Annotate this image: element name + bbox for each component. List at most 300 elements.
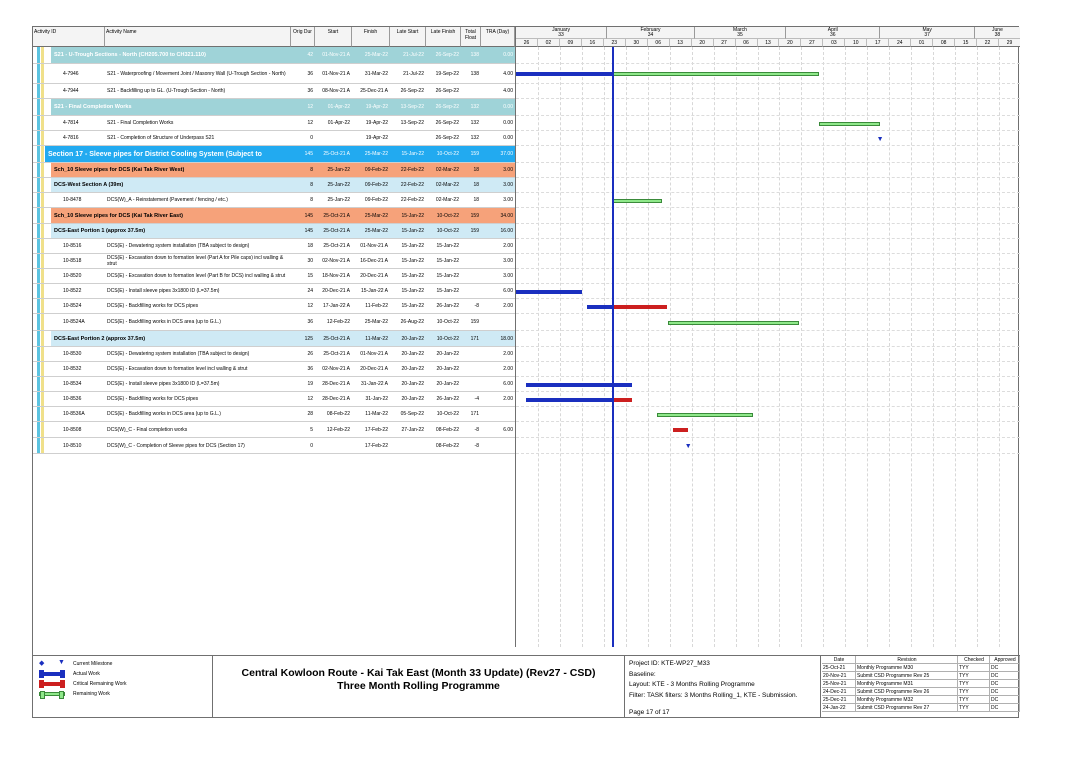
actual-work-bar[interactable] <box>516 290 582 294</box>
outline-band <box>37 331 40 346</box>
cell-id: 4-7946 <box>63 70 79 77</box>
week-tick: 22 <box>977 39 999 47</box>
column-header: Late Finish <box>426 27 461 47</box>
group-tf: 171 <box>470 335 479 342</box>
month-week: 33 <box>558 32 564 38</box>
activity-row[interactable] <box>33 116 515 131</box>
critical-work-bar[interactable] <box>612 305 668 309</box>
activity-row[interactable] <box>33 64 515 84</box>
cell-tf: 132 <box>470 120 479 126</box>
cell-lf: 08-Feb-22 <box>435 442 459 449</box>
revision-cell: TYY <box>958 688 990 696</box>
milestone-marker[interactable]: ▼ <box>876 135 884 143</box>
group-tf: 18 <box>473 167 479 173</box>
cell-lf: 26-Jan-22 <box>436 303 459 309</box>
outline-band <box>41 84 44 98</box>
cell-ls: 20-Jan-22 <box>401 366 424 372</box>
wbs-group-row[interactable] <box>33 208 515 224</box>
layout-name: Layout: KTE - 3 Months Rolling Programme <box>629 681 755 688</box>
cell-id: 10-8516 <box>63 243 82 249</box>
cell-start: 12-Feb-22 <box>326 426 350 433</box>
cell-tra: 3.00 <box>503 197 513 203</box>
revision-cell: TYY <box>958 680 990 688</box>
activity-row[interactable] <box>33 84 515 99</box>
swatch-cap <box>59 691 64 699</box>
column-header: TRA (Day) <box>481 27 515 47</box>
cell-tra: 2.00 <box>503 396 513 402</box>
cell-dur: 0 <box>310 135 313 141</box>
activity-row[interactable] <box>33 284 515 299</box>
gantt-row-line <box>516 224 1020 239</box>
activity-row[interactable] <box>33 314 515 331</box>
wbs-group-row[interactable] <box>33 99 515 116</box>
cell-tra <box>481 438 515 453</box>
month-week: 35 <box>737 32 743 38</box>
month-week: 34 <box>647 32 654 38</box>
page-number: Page 17 of 17 <box>629 709 670 716</box>
cell-dur: 24 <box>307 288 313 294</box>
cell-start: 02-Nov-21 A <box>322 366 350 372</box>
cell-ls: 26-Sep-22 <box>400 88 424 94</box>
group-tra: 3.00 <box>503 182 513 188</box>
outline-band <box>37 208 40 223</box>
gantt-row-line <box>516 163 1020 178</box>
outline-band <box>37 347 40 361</box>
actual-work-bar[interactable] <box>587 305 612 309</box>
wbs-group-row[interactable] <box>33 224 515 239</box>
activity-row[interactable] <box>33 392 515 407</box>
actual-work-bar[interactable] <box>526 398 612 402</box>
activity-row[interactable] <box>33 407 515 422</box>
wbs-group-row[interactable] <box>33 163 515 178</box>
gantt-row-line <box>516 47 1020 64</box>
group-ls: 15-Jan-22 <box>401 151 424 157</box>
cell-start: 12-Feb-22 <box>326 319 350 325</box>
project-info <box>625 656 821 718</box>
outline-band <box>41 347 44 361</box>
gantt-row-line <box>516 407 1020 422</box>
cell-start <box>315 438 352 453</box>
actual-work-bar[interactable] <box>526 383 632 387</box>
month-week: 38 <box>994 32 1001 38</box>
month-header <box>975 27 1020 39</box>
revision-row <box>822 680 1020 688</box>
cell-start: 20-Dec-21 A <box>322 288 350 294</box>
cell-finish: 17-Feb-22 <box>364 426 388 433</box>
swatch-cap <box>39 680 44 688</box>
activity-row[interactable] <box>33 422 515 438</box>
cell-start <box>315 131 352 145</box>
cell-tra: 3.00 <box>503 258 513 264</box>
cell-id: 10-8510 <box>63 442 82 449</box>
revision-cell: 25-Oct-21 <box>822 664 856 672</box>
group-start: 25-Oct-21 A <box>323 335 350 342</box>
cell-tra: 6.00 <box>503 381 513 387</box>
outline-band <box>37 314 40 330</box>
cell-ls: 27-Jan-22 <box>401 426 424 433</box>
cell-name: DCS(E) - Excavation down to formation level (Part B for DCS) incl walling & strut <box>107 273 286 279</box>
cell-dur: 26 <box>307 351 313 357</box>
column-header: Activity ID <box>33 27 105 47</box>
legend-label: Remaining Work <box>73 690 110 697</box>
week-tick: 27 <box>714 39 736 47</box>
cell-name: DCS(E) - Backfilling works for DCS pipes <box>107 396 199 402</box>
week-tick: 15 <box>955 39 977 47</box>
week-tick: 30 <box>626 39 648 47</box>
month-header <box>607 27 695 39</box>
baseline: Baseline: <box>629 670 656 678</box>
remaining-work-bar[interactable] <box>668 321 799 325</box>
critical-work-bar[interactable] <box>612 398 632 402</box>
group-start: 25-Oct-21 A <box>323 212 350 219</box>
group-lf: 10-Oct-22 <box>436 335 459 342</box>
cell-name: DCS(E) - Backfilling works in DCS area (up to G.L.) <box>107 319 221 325</box>
activity-row[interactable] <box>33 362 515 377</box>
outline-band <box>41 116 44 130</box>
cell-tf: 18 <box>473 197 479 203</box>
outline-band <box>37 193 40 207</box>
revision-header-cell: Revision <box>856 656 958 664</box>
swatch-cap <box>40 691 45 699</box>
outline-band <box>37 284 40 298</box>
cell-dur: 19 <box>307 381 313 387</box>
cell-dur: 12 <box>307 120 313 126</box>
diamond-icon: ◆ <box>39 660 45 667</box>
month-week: 37 <box>924 32 930 38</box>
gantt-row-line <box>516 284 1020 299</box>
revision-header-cell: Approved <box>990 656 1020 664</box>
outline-band <box>41 314 44 330</box>
group-finish: 11-Mar-22 <box>365 335 388 342</box>
cell-name: S21 - Waterproofing / Movement Joint / Masonry Wall (U-Trough Section - North) <box>107 70 286 77</box>
group-dur: 145 <box>304 228 313 234</box>
activity-row[interactable] <box>33 377 515 392</box>
data-date-line <box>612 47 614 647</box>
revision-cell: DC <box>990 680 1020 688</box>
group-dur: 145 <box>304 212 313 219</box>
remaining-work-bar[interactable] <box>819 122 880 126</box>
week-tick: 13 <box>670 39 692 47</box>
cell-dur: 8 <box>310 197 313 203</box>
remaining-work-bar[interactable] <box>612 72 819 76</box>
month-header <box>516 27 607 39</box>
cell-finish: 20-Dec-21 A <box>360 273 388 279</box>
week-tick: 16 <box>582 39 604 47</box>
legend-item <box>39 669 100 678</box>
revision-cell: DC <box>990 704 1020 712</box>
outline-band <box>37 224 40 238</box>
outline-band <box>37 377 40 391</box>
outline-band <box>41 193 44 207</box>
cell-name: DCS(W)_C - Completion of Sleeve pipes for DCS (Section 17) <box>107 442 245 449</box>
cell-start: 18-Nov-21 A <box>322 273 350 279</box>
group-ls: 22-Feb-22 <box>400 182 424 188</box>
outline-band <box>37 84 40 98</box>
cell-id: 10-8520 <box>63 273 82 279</box>
cell-ls <box>390 131 426 145</box>
outline-band <box>41 163 44 177</box>
group-ls: 21-Jul-22 <box>403 52 424 58</box>
gantt-row-line <box>516 438 1020 454</box>
triangle-down-icon: ▼ <box>58 659 65 666</box>
activity-row[interactable] <box>33 347 515 362</box>
cell-ls: 15-Jan-22 <box>401 243 424 249</box>
group-tf: 132 <box>470 104 479 110</box>
group-lf: 02-Mar-22 <box>435 182 459 188</box>
cell-start: 01-Nov-21 A <box>322 70 350 77</box>
legend-swatch <box>39 672 65 676</box>
group-finish: 25-Mar-22 <box>364 212 388 219</box>
project-id: Project ID: KTE-WP27_M33 <box>629 660 710 667</box>
group-finish: 09-Feb-22 <box>364 167 388 173</box>
outline-band <box>37 407 40 421</box>
cell-ls: 26-Aug-22 <box>400 319 424 325</box>
cell-start: 28-Dec-21 A <box>322 396 350 402</box>
cell-dur: 30 <box>307 258 313 264</box>
month-header <box>786 27 880 39</box>
cell-lf: 26-Sep-22 <box>435 88 459 94</box>
group-name: S21 - Final Completion Works <box>54 104 132 110</box>
outline-band <box>41 178 44 192</box>
cell-dur: 5 <box>310 426 313 433</box>
cell-id: 10-8522 <box>63 288 82 294</box>
group-tra: 18.00 <box>500 335 513 342</box>
swatch-cap <box>60 680 65 688</box>
group-dur: 8 <box>310 182 313 188</box>
group-lf: 10-Oct-22 <box>436 212 459 219</box>
cell-id: 10-8478 <box>63 197 82 203</box>
revision-row <box>822 664 1020 672</box>
cell-finish: 19-Apr-22 <box>365 135 388 141</box>
legend <box>33 656 213 718</box>
cell-dur: 18 <box>307 243 313 249</box>
gantt-row-line <box>516 239 1020 254</box>
group-dur: 125 <box>304 335 313 342</box>
activity-row[interactable] <box>33 193 515 208</box>
group-tra: 16.00 <box>500 228 513 234</box>
cell-tra: 2.00 <box>503 243 513 249</box>
remaining-work-bar[interactable] <box>657 413 753 417</box>
week-tick: 10 <box>845 39 867 47</box>
cell-finish: 11-Mar-22 <box>365 411 388 417</box>
group-start: 01-Apr-22 <box>327 104 350 110</box>
week-tick: 20 <box>779 39 801 47</box>
outline-band <box>37 47 40 63</box>
gantt-row-line <box>516 131 1020 146</box>
title-block <box>33 655 1020 717</box>
filter-text: Filter: TASK filters: 3 Months Rolling_1, KTE - Submission. <box>629 691 798 699</box>
wbs-group-row[interactable] <box>33 178 515 193</box>
outline-band <box>41 47 44 63</box>
cell-tf <box>461 377 481 391</box>
week-tick: 20 <box>692 39 714 47</box>
revision-cell: Submit CSD Programme Rev 25 <box>856 672 958 680</box>
outline-band <box>41 392 44 406</box>
cell-tf: -8 <box>474 442 479 449</box>
outline-band <box>37 239 40 253</box>
week-tick: 06 <box>648 39 670 47</box>
group-dur: 12 <box>307 104 313 110</box>
month-header <box>695 27 786 39</box>
cell-id: 4-7814 <box>63 120 79 126</box>
group-name: S21 - U-Trough Sections - North (CH205.700 to CH321.110) <box>54 52 206 58</box>
cell-lf: 10-Oct-22 <box>436 319 459 325</box>
cell-tf: 171 <box>470 411 479 417</box>
cell-tra: 0.00 <box>503 135 513 141</box>
cell-finish: 17-Feb-22 <box>364 442 388 449</box>
milestone-marker[interactable]: ▼ <box>684 443 692 450</box>
cell-tf: -8 <box>474 426 479 433</box>
cell-ls: 15-Jan-22 <box>401 273 424 279</box>
week-tick: 08 <box>933 39 955 47</box>
gantt-row-line <box>516 116 1020 131</box>
cell-lf: 15-Jan-22 <box>436 243 459 249</box>
outline-band <box>41 331 44 346</box>
cell-lf: 26-Sep-22 <box>435 135 459 141</box>
cell-start: 01-Apr-22 <box>327 120 350 126</box>
outline-band <box>41 422 44 437</box>
cell-start: 08-Feb-22 <box>326 411 350 417</box>
cell-id: 10-8532 <box>63 366 82 372</box>
cell-tra: 3.00 <box>503 273 513 279</box>
cell-tf <box>461 284 481 298</box>
cell-ls: 20-Jan-22 <box>401 381 424 387</box>
group-ls: 22-Feb-22 <box>400 167 424 173</box>
group-start: 25-Oct-21 A <box>323 228 350 234</box>
actual-work-bar[interactable] <box>516 72 612 76</box>
cell-ls <box>390 438 426 453</box>
group-finish: 25-Mar-22 <box>364 52 388 58</box>
wbs-group-row[interactable] <box>33 146 515 163</box>
wbs-group-row[interactable] <box>33 47 515 64</box>
cell-tf: -8 <box>474 303 479 309</box>
cell-id: 10-8530 <box>63 351 82 357</box>
cell-dur: 12 <box>307 396 313 402</box>
report-subtitle: Three Month Rolling Programme <box>337 680 500 692</box>
cell-id: 10-8534 <box>63 381 82 387</box>
group-lf: 02-Mar-22 <box>435 167 459 173</box>
cell-finish: 09-Feb-22 <box>364 197 388 203</box>
swatch-cap <box>39 670 44 678</box>
cell-name: DCS(W)_C - Final completion works <box>107 426 188 433</box>
gantt-chart <box>515 27 1020 647</box>
revision-cell: DC <box>990 664 1020 672</box>
group-dur: 8 <box>310 167 313 173</box>
revision-cell: DC <box>990 696 1020 704</box>
cell-dur: 36 <box>307 319 313 325</box>
critical-work-bar[interactable] <box>673 428 688 432</box>
outline-band <box>37 178 40 192</box>
cell-start: 02-Nov-21 A <box>322 258 350 264</box>
gantt-row-line <box>516 146 1020 163</box>
group-tf: 159 <box>470 228 479 234</box>
cell-lf: 10-Oct-22 <box>436 411 459 417</box>
group-name: Sch_10 Sleeve pipes for DCS (Kai Tak River West) <box>54 167 185 173</box>
cell-tf <box>461 362 481 376</box>
cell-dur: 36 <box>307 70 313 77</box>
cell-dur: 36 <box>307 366 313 372</box>
revision-cell: TYY <box>958 672 990 680</box>
cell-ls: 15-Jan-22 <box>401 258 424 264</box>
cell-tra: 2.00 <box>503 366 513 372</box>
week-tick: 23 <box>604 39 626 47</box>
legend-swatch <box>39 682 65 686</box>
cell-tf: 138 <box>470 70 479 77</box>
activity-row[interactable] <box>33 239 515 254</box>
cell-tf: -4 <box>474 396 479 402</box>
activity-row[interactable] <box>33 131 515 146</box>
remaining-work-bar[interactable] <box>612 199 663 203</box>
outline-band <box>41 362 44 376</box>
cell-name: DCS(E) - Backfilling works in DCS area (up to G.L.) <box>107 411 221 417</box>
revision-cell: 24-Dec-21 <box>822 688 856 696</box>
group-lf: 26-Sep-22 <box>435 104 459 110</box>
revision-row <box>822 704 1020 712</box>
week-tick: 03 <box>823 39 845 47</box>
outline-band <box>41 438 44 453</box>
week-tick: 17 <box>867 39 889 47</box>
cell-name: DCS(E) - Dewatering system installation (TBA subject to design) <box>107 243 250 249</box>
revision-cell: Monthly Programme M30 <box>856 664 958 672</box>
outline-band <box>37 99 40 115</box>
month-name: March <box>733 27 747 33</box>
month-name: April <box>827 27 838 33</box>
outline-band <box>37 362 40 376</box>
cell-ls: 22-Feb-22 <box>400 197 424 203</box>
wbs-group-row[interactable] <box>33 331 515 347</box>
cell-tra: 4.00 <box>503 70 513 77</box>
cell-finish: 16-Dec-21 A <box>360 258 388 264</box>
group-tf: 159 <box>470 151 479 157</box>
activity-row[interactable] <box>33 269 515 284</box>
legend-label: Actual Work <box>73 670 100 677</box>
cell-id: 10-8518 <box>63 258 82 264</box>
revision-table <box>822 656 1020 718</box>
revision-cell: 25-Dec-21 <box>822 696 856 704</box>
legend-item <box>39 659 112 668</box>
cell-ls: 20-Jan-22 <box>401 396 424 402</box>
group-ls: 15-Jan-22 <box>401 212 424 219</box>
gantt-row-line <box>516 254 1020 269</box>
group-start: 01-Nov-21 A <box>322 52 350 58</box>
group-name: DCS-West Section A (39m) <box>54 182 124 188</box>
cell-tra: 6.00 <box>503 288 513 294</box>
cell-name: DCS(E) - Install sleeve pipes 3x1800 ID (L=37.5m) <box>107 381 220 387</box>
cell-finish: 25-Dec-21 A <box>360 88 388 94</box>
cell-lf: 20-Jan-22 <box>436 366 459 372</box>
legend-item <box>39 679 127 688</box>
gantt-row-line <box>516 84 1020 99</box>
cell-tra: 4.00 <box>503 88 513 94</box>
cell-ls: 21-Jul-22 <box>403 70 424 77</box>
week-tick: 06 <box>736 39 758 47</box>
cell-finish: 19-Apr-22 <box>365 120 388 126</box>
revision-cell: TYY <box>958 664 990 672</box>
group-tf: 18 <box>473 182 479 188</box>
activity-row[interactable] <box>33 299 515 314</box>
outline-band <box>41 269 44 283</box>
cell-start: 25-Oct-21 A <box>323 243 350 249</box>
outline-band <box>37 422 40 437</box>
cell-lf: 26-Jan-22 <box>436 396 459 402</box>
cell-name: DCS(E) - Backfilling works for DCS pipes <box>107 303 199 309</box>
activity-row[interactable] <box>33 438 515 454</box>
group-lf: 10-Oct-22 <box>436 228 459 234</box>
activity-row[interactable] <box>33 254 515 269</box>
outline-band <box>41 284 44 298</box>
outline-band <box>41 64 44 83</box>
cell-name: DCS(W)_A - Reinstatement (Pavement / fencing / etc.) <box>107 197 228 203</box>
